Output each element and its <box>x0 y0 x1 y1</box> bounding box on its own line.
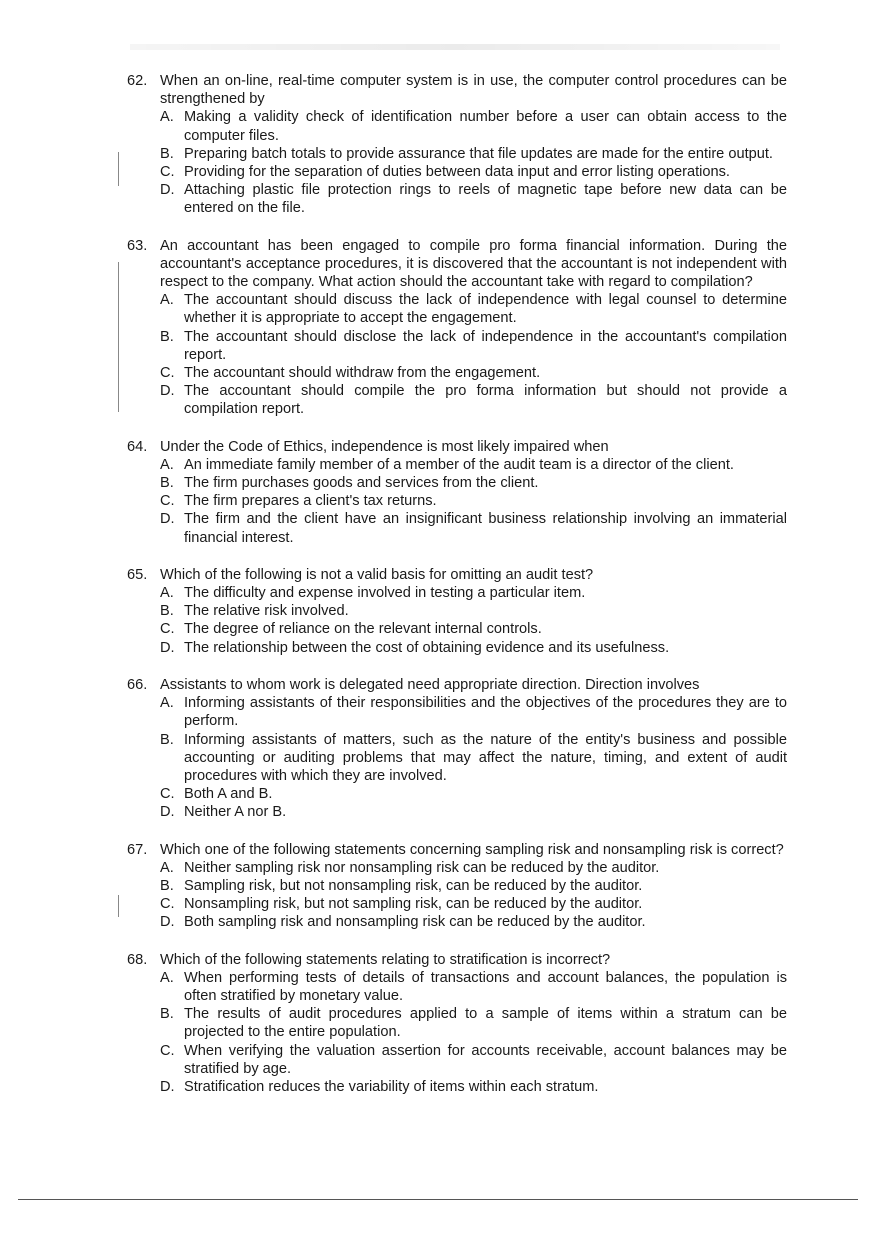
option-letter: D. <box>160 182 175 199</box>
option-text: Informing assistants of matters, such as the nature of the entity's business and possible accounting or auditing problems that may affect the nature, timing, and extent of audit procedures with which they are involved. <box>184 731 787 784</box>
question-number: 63. <box>127 237 148 254</box>
answer-option <box>160 859 787 877</box>
option-letter: B. <box>160 877 174 894</box>
question-number: 64. <box>127 438 148 455</box>
answer-option <box>160 895 787 913</box>
option-letter: D. <box>160 1078 175 1095</box>
option-letter: C. <box>160 786 175 803</box>
answer-option <box>160 694 787 730</box>
answer-option <box>160 492 787 510</box>
option-text: Providing for the separation of duties between data input and error listing operations. <box>184 164 730 181</box>
option-letter: C. <box>160 164 175 181</box>
option-letter: A. <box>160 585 174 602</box>
question-text: Which one of the following statements concerning sampling risk and nonsampling risk is correct? <box>160 841 784 858</box>
answer-option <box>160 291 787 327</box>
answer-option <box>160 584 787 602</box>
question-stem <box>127 676 787 694</box>
question-number: 66. <box>127 676 148 693</box>
option-letter: D. <box>160 511 175 528</box>
option-letter: C. <box>160 896 175 913</box>
question-text: Which of the following statements relating to stratification is incorrect? <box>160 951 611 968</box>
answer-option <box>160 969 787 1005</box>
option-text: Sampling risk, but not nonsampling risk, can be reduced by the auditor. <box>184 877 643 894</box>
answer-option <box>160 364 787 382</box>
option-letter: B. <box>160 475 174 492</box>
question-number: 68. <box>127 951 148 968</box>
option-text: The firm prepares a client's tax returns. <box>184 493 437 510</box>
answer-option <box>160 382 787 418</box>
option-text: Neither A nor B. <box>184 804 287 821</box>
option-letter: B. <box>160 603 174 620</box>
question-item <box>127 951 787 1097</box>
answer-option <box>160 181 787 217</box>
answer-option <box>160 510 787 546</box>
option-letter: A. <box>160 859 174 876</box>
page-bottom-rule <box>18 1199 858 1200</box>
answer-option <box>160 785 787 803</box>
option-text: The accountant should discuss the lack of independence with legal counsel to determine whether it is appropriate to accept the engagement. <box>184 292 787 327</box>
question-item <box>127 566 787 657</box>
option-text: Informing assistants of their responsibilities and the objectives of the procedures they are to perform. <box>184 695 787 730</box>
option-text: Attaching plastic file protection rings to reels of magnetic tape before new data can be entered on the file. <box>184 182 787 217</box>
question-stem <box>127 566 787 584</box>
answer-option <box>160 731 787 786</box>
option-text: Both A and B. <box>184 786 273 803</box>
option-letter: D. <box>160 639 175 656</box>
option-letter: A. <box>160 292 174 309</box>
option-letter: B. <box>160 328 174 345</box>
option-text: An immediate family member of a member of the audit team is a director of the client. <box>184 456 734 473</box>
option-text: Making a validity check of identification number before a user can obtain access to the computer files. <box>184 109 787 144</box>
question-item <box>127 438 787 547</box>
option-text: The difficulty and expense involved in testing a particular item. <box>184 585 586 602</box>
question-number: 67. <box>127 841 148 858</box>
answer-option <box>160 163 787 181</box>
question-item <box>127 237 787 419</box>
option-letter: D. <box>160 804 175 821</box>
answer-option <box>160 474 787 492</box>
question-text: Under the Code of Ethics, independence is most likely impaired when <box>160 438 609 455</box>
answer-option <box>160 877 787 895</box>
answer-option <box>160 620 787 638</box>
option-text: Nonsampling risk, but not sampling risk, can be reduced by the auditor. <box>184 896 643 913</box>
answer-option <box>160 108 787 144</box>
scan-header-smudge <box>130 44 780 50</box>
question-text: Which of the following is not a valid basis for omitting an audit test? <box>160 566 594 583</box>
answer-option <box>160 328 787 364</box>
question-text: When an on-line, real-time computer system is in use, the computer control procedures can be strengthened by <box>160 73 787 108</box>
option-text: When verifying the valuation assertion for accounts receivable, account balances may be stratified by age. <box>184 1042 787 1077</box>
option-letter: A. <box>160 695 174 712</box>
answer-option <box>160 639 787 657</box>
margin-mark <box>118 895 119 917</box>
question-stem <box>127 438 787 456</box>
option-letter: D. <box>160 383 175 400</box>
option-letter: C. <box>160 493 175 510</box>
answer-option <box>160 1042 787 1078</box>
option-letter: C. <box>160 1042 175 1059</box>
option-text: The firm and the client have an insignificant business relationship involving an immaterial financial interest. <box>184 511 787 546</box>
question-item <box>127 72 787 218</box>
option-text: The degree of reliance on the relevant internal controls. <box>184 621 542 638</box>
option-text: The accountant should compile the pro forma information but should not provide a compilation report. <box>184 383 787 418</box>
answer-option <box>160 1005 787 1041</box>
margin-mark <box>118 152 119 186</box>
question-stem <box>127 237 787 292</box>
option-text: Neither sampling risk nor nonsampling risk can be reduced by the auditor. <box>184 859 660 876</box>
option-text: The firm purchases goods and services from the client. <box>184 475 539 492</box>
option-letter: C. <box>160 365 175 382</box>
option-letter: A. <box>160 456 174 473</box>
option-letter: A. <box>160 969 174 986</box>
option-text: When performing tests of details of transactions and account balances, the population is often stratified by monetary value. <box>184 969 787 1004</box>
answer-option <box>160 803 787 821</box>
option-text: Stratification reduces the variability of items within each stratum. <box>184 1078 599 1095</box>
answer-option <box>160 456 787 474</box>
option-text: The accountant should withdraw from the engagement. <box>184 365 541 382</box>
answer-option <box>160 602 787 620</box>
option-letter: B. <box>160 145 174 162</box>
question-list <box>127 72 787 1115</box>
margin-mark <box>118 262 119 412</box>
option-letter: B. <box>160 1006 174 1023</box>
option-text: Both sampling risk and nonsampling risk can be reduced by the auditor. <box>184 914 646 931</box>
option-letter: C. <box>160 621 175 638</box>
question-item <box>127 841 787 932</box>
question-number: 62. <box>127 73 148 89</box>
answer-option <box>160 1078 787 1096</box>
option-text: The accountant should disclose the lack of independence in the accountant's compilation report. <box>184 328 787 363</box>
option-letter: B. <box>160 731 174 748</box>
answer-option <box>160 145 787 163</box>
answer-option <box>160 913 787 931</box>
question-stem <box>127 841 787 859</box>
option-text: The results of audit procedures applied to a sample of items within a stratum can be projected to the entire population. <box>184 1006 787 1041</box>
question-stem <box>127 72 787 108</box>
option-text: The relative risk involved. <box>184 603 349 620</box>
option-letter: A. <box>160 109 174 126</box>
question-text: An accountant has been engaged to compile pro forma financial information. During the accountant's acceptance procedures, it is discovered that the accountant is not independent with respect to the company. What action should the accountant take with regard to compilation? <box>160 237 787 291</box>
question-text: Assistants to whom work is delegated need appropriate direction. Direction involves <box>160 676 700 693</box>
option-text: Preparing batch totals to provide assurance that file updates are made for the entire output. <box>184 145 773 162</box>
question-item <box>127 676 787 822</box>
option-letter: D. <box>160 914 175 931</box>
question-number: 65. <box>127 566 148 583</box>
option-text: The relationship between the cost of obtaining evidence and its usefulness. <box>184 639 670 656</box>
question-stem <box>127 951 787 969</box>
